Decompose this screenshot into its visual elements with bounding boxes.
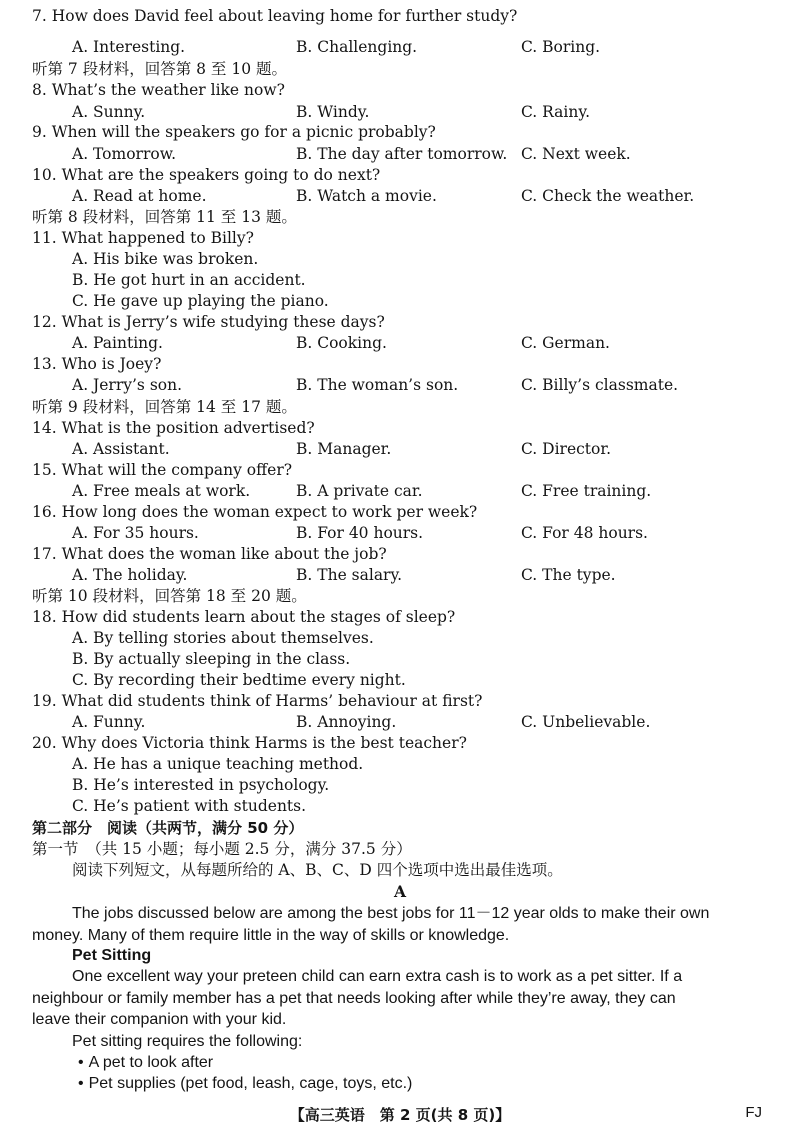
q13-option-a[interactable]: A. Jerry’s son. xyxy=(72,376,183,394)
q20-option-a[interactable]: A. He has a unique teaching method. xyxy=(72,755,364,773)
question-11-stem: 11. What happened to Billy? xyxy=(32,229,254,247)
question-17-options xyxy=(72,565,772,586)
question-8-options xyxy=(72,102,772,123)
question-18-stem: 18. How did students learn about the stages of sleep? xyxy=(32,608,456,626)
q8-option-c[interactable]: C. Rainy. xyxy=(521,103,590,121)
q13-option-c[interactable]: C. Billy’s classmate. xyxy=(521,376,679,394)
q8-option-b[interactable]: B. Windy. xyxy=(296,103,370,121)
footer-code: FJ xyxy=(745,1104,762,1121)
q9-option-b[interactable]: B. The day after tomorrow. xyxy=(296,145,508,163)
listening-instruction-11-13: 听第 8 段材料，回答第 11 至 13 题。 xyxy=(32,208,297,226)
part-two-title: 第二部分 阅读（共两节，满分 50 分） xyxy=(32,819,304,837)
q19-option-a[interactable]: A. Funny. xyxy=(72,713,146,731)
question-17-stem: 17. What does the woman like about the job? xyxy=(32,545,387,563)
q14-option-c[interactable]: C. Director. xyxy=(521,440,612,458)
listening-instruction-14-17: 听第 9 段材料，回答第 14 至 17 题。 xyxy=(32,398,297,416)
question-9-stem: 9. When will the speakers go for a picnic probably? xyxy=(32,123,436,141)
passage-letter: A xyxy=(393,882,407,901)
question-19-options xyxy=(72,712,772,733)
q14-option-b[interactable]: B. Manager. xyxy=(296,440,392,458)
q16-option-a[interactable]: A. For 35 hours. xyxy=(72,524,199,542)
pet-sitting-line-3: leave their companion with your kid. xyxy=(32,1011,287,1028)
section-one-title: 第一节 （共 15 小题；每小题 2.5 分，满分 37.5 分） xyxy=(32,840,412,858)
q12-option-c[interactable]: C. German. xyxy=(521,334,610,352)
q17-option-a[interactable]: A. The holiday. xyxy=(72,566,188,584)
question-10-stem: 10. What are the speakers going to do next? xyxy=(32,166,381,184)
q7-option-b[interactable]: B. Challenging. xyxy=(296,38,418,56)
q8-option-a[interactable]: A. Sunny. xyxy=(72,103,146,121)
pet-sitting-requirements: Pet sitting requires the following: xyxy=(72,1033,303,1050)
q11-option-a[interactable]: A. His bike was broken. xyxy=(72,250,259,268)
page-footer: 【高三英语 第 2 页(共 8 页)】 xyxy=(289,1106,511,1124)
passage-intro-line-1: The jobs discussed below are among the best jobs for 11－12 year olds to make their own xyxy=(72,905,710,922)
q16-option-c[interactable]: C. For 48 hours. xyxy=(521,524,648,542)
q12-option-a[interactable]: A. Painting. xyxy=(72,334,163,352)
question-10-options xyxy=(72,186,772,207)
pet-sitting-line-2: neighbour or family member has a pet that needs looking after while they’re away, they can xyxy=(32,990,676,1007)
question-13-options xyxy=(72,375,772,396)
q18-option-a[interactable]: A. By telling stories about themselves. xyxy=(72,629,374,647)
pet-sitting-line-1: One excellent way your preteen child can earn extra cash is to work as a pet sitter. If a xyxy=(72,968,683,985)
q17-option-c[interactable]: C. The type. xyxy=(521,566,616,584)
q10-option-c[interactable]: C. Check the weather. xyxy=(521,187,695,205)
listening-instruction-8-10: 听第 7 段材料，回答第 8 至 10 题。 xyxy=(32,60,288,78)
q15-option-b[interactable]: B. A private car. xyxy=(296,482,423,500)
q20-option-c[interactable]: C. He’s patient with students. xyxy=(72,797,307,815)
q14-option-a[interactable]: A. Assistant. xyxy=(72,440,170,458)
question-7-options xyxy=(72,37,772,58)
q13-option-b[interactable]: B. The woman’s son. xyxy=(296,376,459,394)
q17-option-b[interactable]: B. The salary. xyxy=(296,566,403,584)
bullet-item-2: • Pet supplies (pet food, leash, cage, toys, etc.) xyxy=(78,1073,772,1094)
question-13-stem: 13. Who is Joey? xyxy=(32,355,162,373)
question-12-stem: 12. What is Jerry’s wife studying these days? xyxy=(32,313,385,331)
q11-option-c[interactable]: C. He gave up playing the piano. xyxy=(72,292,329,310)
q18-option-c[interactable]: C. By recording their bedtime every night. xyxy=(72,671,406,689)
question-19-stem: 19. What did students think of Harms’ behaviour at first? xyxy=(32,692,483,710)
q20-option-b[interactable]: B. He’s interested in psychology. xyxy=(72,776,330,794)
q9-option-a[interactable]: A. Tomorrow. xyxy=(72,145,177,163)
q10-option-b[interactable]: B. Watch a movie. xyxy=(296,187,437,205)
q7-option-a[interactable]: A. Interesting. xyxy=(72,38,186,56)
passage-intro-line-2: money. Many of them require little in the way of skills or knowledge. xyxy=(32,927,510,944)
question-14-stem: 14. What is the position advertised? xyxy=(32,419,315,437)
question-15-stem: 15. What will the company offer? xyxy=(32,461,293,479)
q11-option-b[interactable]: B. He got hurt in an accident. xyxy=(72,271,306,289)
bullet-item-1: • A pet to look after xyxy=(78,1052,772,1073)
reading-instruction: 阅读下列短文，从每题所给的 A、B、C、D 四个选项中选出最佳选项。 xyxy=(72,861,563,879)
question-14-options xyxy=(72,439,772,460)
question-7-stem: 7. How does David feel about leaving home for further study? xyxy=(32,7,518,25)
pet-sitting-heading: Pet Sitting xyxy=(72,947,152,964)
q15-option-c[interactable]: C. Free training. xyxy=(521,482,652,500)
q9-option-c[interactable]: C. Next week. xyxy=(521,145,631,163)
question-9-options xyxy=(72,144,772,165)
q7-option-c[interactable]: C. Boring. xyxy=(521,38,601,56)
q19-option-b[interactable]: B. Annoying. xyxy=(296,713,397,731)
listening-instruction-18-20: 听第 10 段材料，回答第 18 至 20 题。 xyxy=(32,587,307,605)
q18-option-b[interactable]: B. By actually sleeping in the class. xyxy=(72,650,351,668)
question-16-stem: 16. How long does the woman expect to work per week? xyxy=(32,503,478,521)
q10-option-a[interactable]: A. Read at home. xyxy=(72,187,207,205)
question-16-options xyxy=(72,523,772,544)
question-12-options xyxy=(72,333,772,354)
question-8-stem: 8. What’s the weather like now? xyxy=(32,81,285,99)
q15-option-a[interactable]: A. Free meals at work. xyxy=(72,482,251,500)
question-15-options xyxy=(72,481,772,502)
question-20-stem: 20. Why does Victoria think Harms is the best teacher? xyxy=(32,734,467,752)
q19-option-c[interactable]: C. Unbelievable. xyxy=(521,713,651,731)
q12-option-b[interactable]: B. Cooking. xyxy=(296,334,387,352)
q16-option-b[interactable]: B. For 40 hours. xyxy=(296,524,424,542)
